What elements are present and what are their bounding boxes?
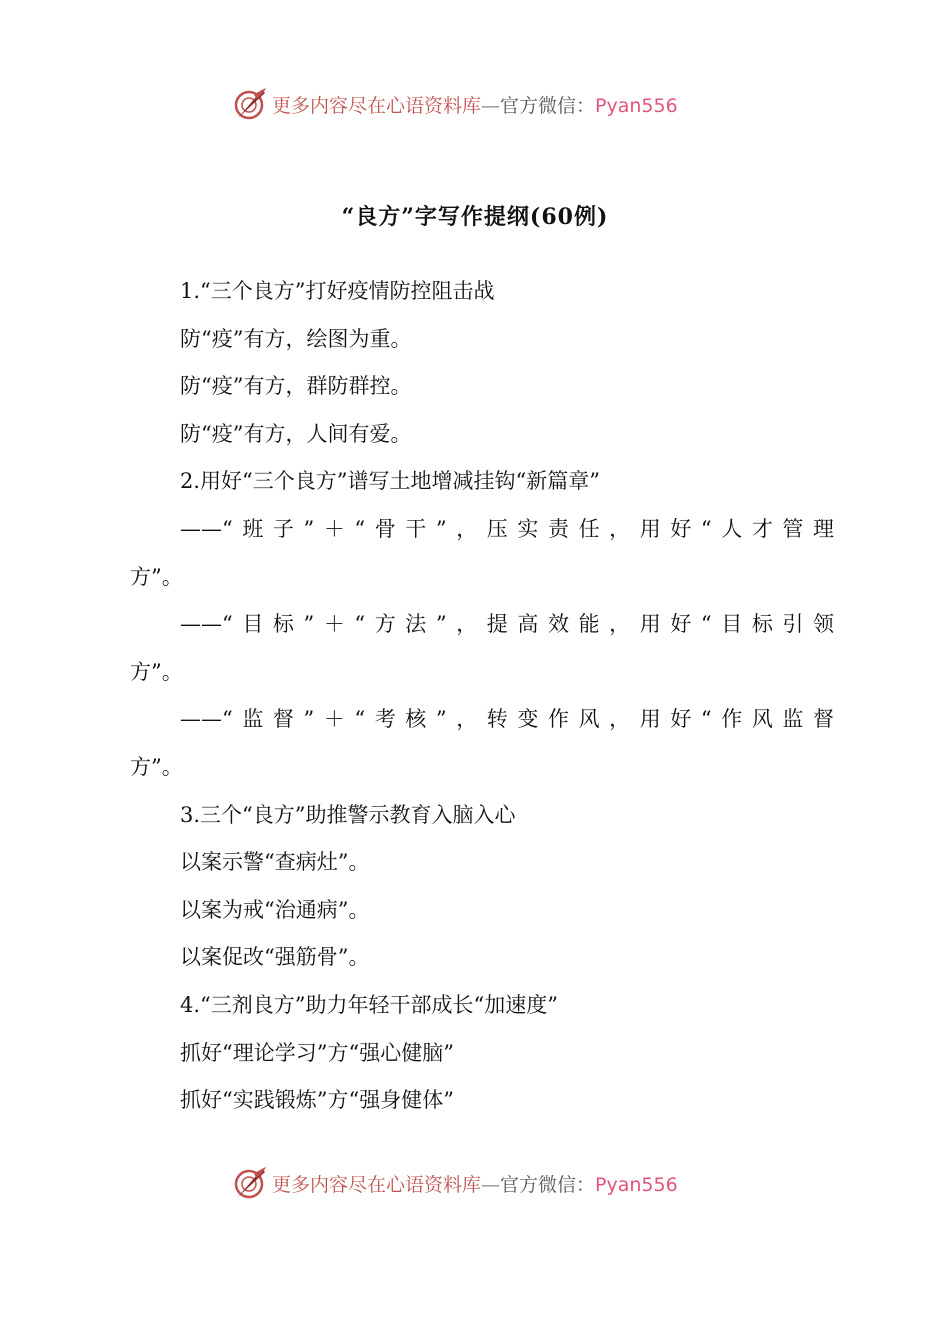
watermark-text	[272, 1170, 678, 1197]
quill-pen-logo-icon	[232, 86, 268, 122]
watermark-wechat-id: Pyan556	[595, 1173, 678, 1196]
paragraph-line: ——“目标”＋“方法”，提高效能，用好“目标引领	[180, 612, 834, 637]
paragraph-line: 以案促改“强筋骨”。	[180, 945, 370, 970]
watermark-text	[272, 91, 678, 118]
paragraph-line-continuation: 方”。	[130, 564, 183, 589]
section-heading: 4.“三剂良方”助力年轻干部成长“加速度”	[180, 992, 558, 1017]
document-body	[130, 268, 834, 1125]
section-heading: 2.用好“三个良方”谱写土地增减挂钩“新篇章”	[180, 469, 600, 494]
paragraph-line: 防“疫”有方，群防群控。	[180, 374, 412, 399]
section-heading: 1.“三个良方”打好疫情防控阻击战	[180, 279, 495, 303]
watermark-wechat-id: Pyan556	[595, 94, 678, 117]
paragraph-line: 以案为戒“治通病”。	[180, 897, 370, 922]
watermark-dash: —	[481, 1173, 501, 1196]
paragraph-line: 防“疫”有方，人间有爱。	[180, 421, 412, 446]
paragraph-line: 抓好“实践锻炼”方“强身健体”	[180, 1088, 454, 1113]
watermark-dash: —	[481, 94, 501, 117]
paragraph-line-continuation: 方”。	[130, 754, 183, 779]
watermark-site: 更多内容尽在心语资料库	[272, 1173, 482, 1196]
paragraph-line: ——“班子”＋“骨干”，压实责任，用好“人才管理	[180, 516, 834, 541]
header-watermark	[232, 84, 678, 124]
watermark-wechat-label: 官方微信：	[500, 1173, 596, 1196]
document-title: “良方”字写作提纲(60例)	[341, 204, 609, 230]
paragraph-line-continuation: 方”。	[130, 659, 183, 684]
footer-watermark	[232, 1163, 678, 1203]
watermark-wechat-label: 官方微信：	[500, 94, 596, 117]
quill-pen-logo-icon	[232, 1165, 268, 1201]
paragraph-line: 以案示警“查病灶”。	[180, 850, 370, 875]
watermark-site: 更多内容尽在心语资料库	[272, 94, 482, 117]
paragraph-line: 防“疫”有方，绘图为重。	[180, 326, 412, 351]
paragraph-line: 抓好“理论学习”方“强心健脑”	[180, 1040, 454, 1065]
paragraph-line: ——“监督”＋“考核”，转变作风，用好“作风监督	[180, 707, 834, 732]
section-heading: 3.三个“良方”助推警示教育入脑入心	[180, 802, 516, 827]
